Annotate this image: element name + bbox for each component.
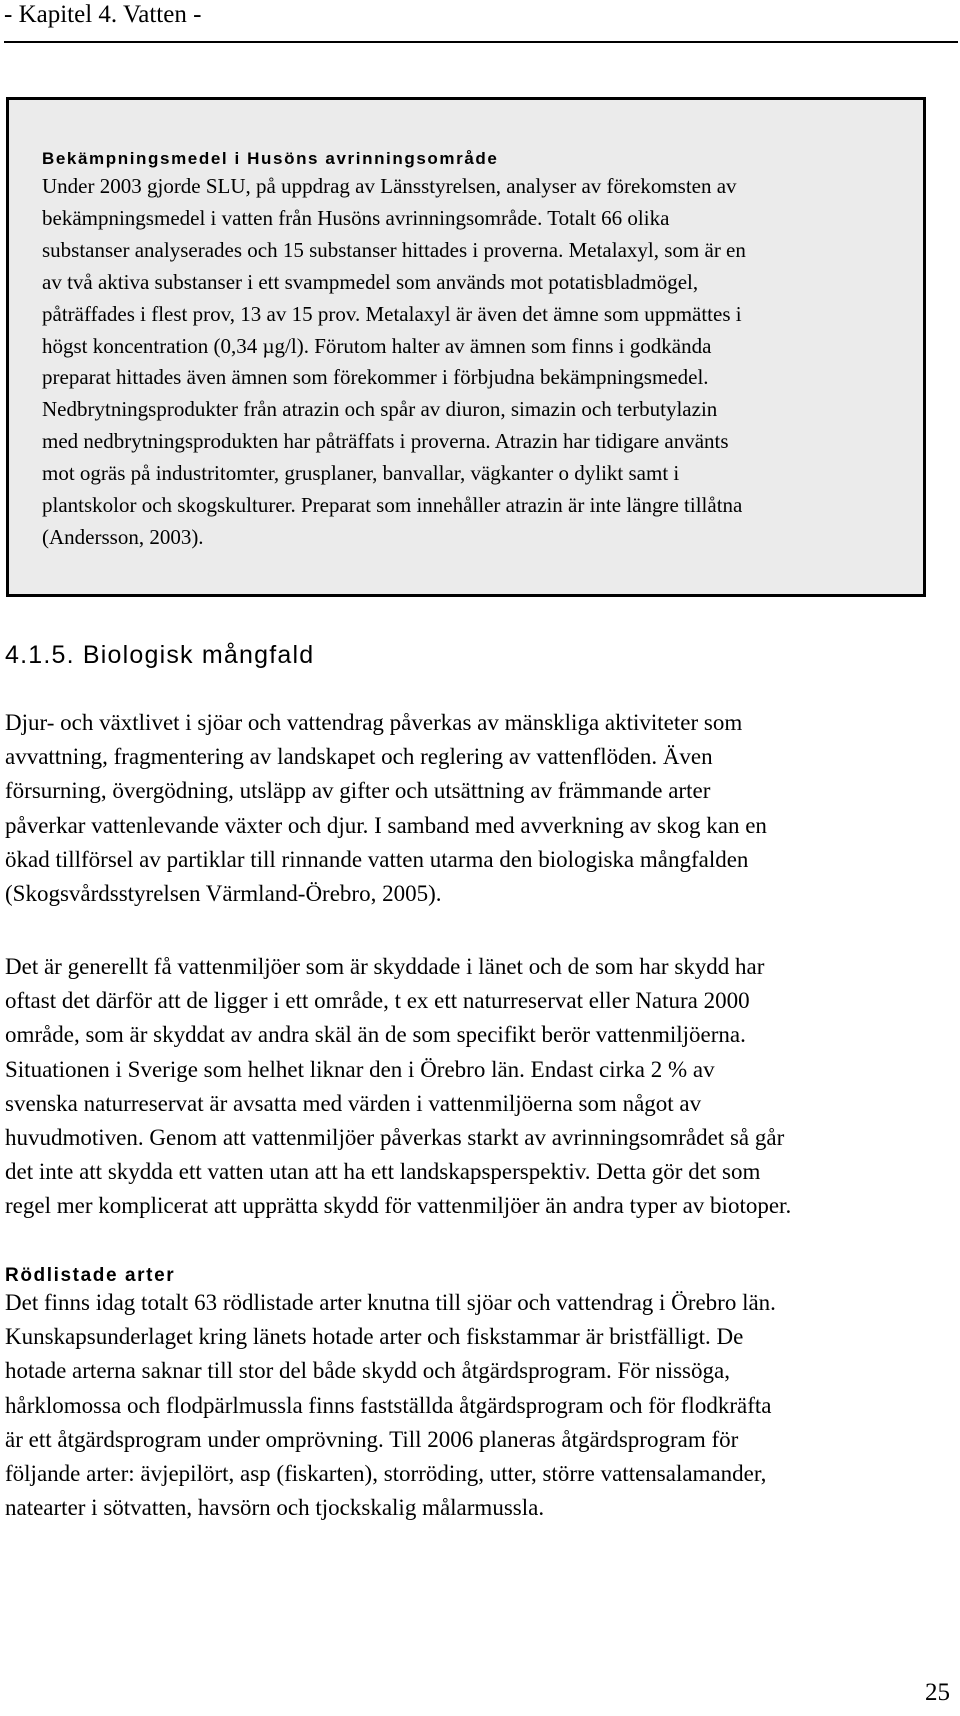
text-line: ökad tillförsel av partiklar till rinnande vatten utarma den biologiska mångfalden bbox=[5, 846, 749, 872]
text-line: påverkar vattenlevande växter och djur. I samband med avverkning av skog kan en bbox=[5, 812, 767, 838]
text-line: (Andersson, 2003). bbox=[42, 524, 204, 549]
text-line: Under 2003 gjorde SLU, på uppdrag av Länsstyrelsen, analyser av förekomsten av bbox=[42, 174, 737, 198]
info-box bbox=[6, 97, 926, 597]
section-heading: 4.1.5. Biologisk mångfald bbox=[5, 641, 315, 669]
redlist-heading: Rödlistade arter bbox=[5, 1265, 176, 1286]
text-line: huvudmotiven. Genom att vattenmiljöer påverkas starkt av avrinningsområdet så går bbox=[5, 1125, 785, 1151]
text-line: Nedbrytningsprodukter från atrazin och spår av diuron, simazin och terbutylazin bbox=[42, 397, 718, 422]
text-line: försurning, övergödning, utsläpp av gifter och utsättning av främmande arter bbox=[5, 778, 711, 804]
text-line: Det är generellt få vattenmiljöer som är skyddade i länet och de som har skydd har bbox=[5, 954, 765, 979]
text-line: Det finns idag totalt 63 rödlistade arter knutna till sjöar och vattendrag i Örebro län. bbox=[5, 1290, 776, 1315]
chapter-title: - Kapitel 4. Vatten - bbox=[4, 1, 202, 28]
text-line: avvattning, fragmentering av landskapet och reglering av vattenflöden. Även bbox=[5, 744, 713, 770]
text-line: oftast det därför att de ligger i ett område, t ex ett naturreservat eller Natura 2000 bbox=[5, 988, 750, 1014]
text-line: regel mer komplicerat att upprätta skydd för vattenmiljöer än andra typer av biotoper. bbox=[5, 1193, 792, 1219]
text-line: hårklomossa och flodpärlmussla finns fastställda åtgärdsprogram och för flodkräfta bbox=[5, 1392, 772, 1418]
text-line: av två aktiva substanser i ett svampmedel som används mot potatisbladmögel, bbox=[42, 269, 699, 294]
text-line: hotade arterna saknar till stor del både skydd och åtgärdsprogram. För nissöga, bbox=[5, 1358, 730, 1384]
paragraph-redlist bbox=[5, 1286, 953, 1525]
box-body bbox=[42, 171, 902, 554]
text-line: högst koncentration (0,34 µg/l). Förutom halter av ämnen som finns i godkända bbox=[42, 333, 712, 358]
paragraph-biodiversity bbox=[5, 706, 953, 911]
page-number: 25 bbox=[925, 1679, 950, 1706]
text-line: natearter i sötvatten, havsörn och tjockskalig målarmussla. bbox=[5, 1495, 545, 1521]
text-line: bekämpningsmedel i vatten från Husöns avrinningsområde. Totalt 66 olika bbox=[42, 205, 670, 230]
text-line: följande arter: ävjepilört, asp (fiskarten), storröding, utter, större vattensalamander, bbox=[5, 1461, 767, 1487]
text-line: område, som är skyddat av andra skäl än de som specifikt berör vattenmiljöerna. bbox=[5, 1022, 746, 1048]
text-line: (Skogsvårdsstyrelsen Värmland-Örebro, 2005). bbox=[5, 881, 442, 907]
text-line: mot ogräs på industritomter, grusplaner, banvallar, vägkanter o dylikt samt i bbox=[42, 461, 680, 486]
text-line: med nedbrytningsprodukten har påträffats i proverna. Atrazin har tidigare använts bbox=[42, 429, 729, 454]
text-line: Djur- och växtlivet i sjöar och vattendrag påverkas av mänskliga aktiviteter som bbox=[5, 710, 743, 735]
text-line: svenska naturreservat är avsatta med värden i vattenmiljöerna som något av bbox=[5, 1090, 702, 1116]
text-line: preparat hittades även ämnen som förekommer i förbjudna bekämpningsmedel. bbox=[42, 365, 709, 390]
box-heading: Bekämpningsmedel i Husöns avrinningsområde bbox=[42, 149, 499, 168]
text-line: Kunskapsunderlaget kring länets hotade arter och fiskstammar är bristfälligt. De bbox=[5, 1324, 744, 1350]
text-line: det inte att skydda ett vatten utan att ha ett landskapsperspektiv. Detta gör det som bbox=[5, 1159, 761, 1185]
text-line: substanser analyserades och 15 substanser hittades i proverna. Metalaxyl, som är en bbox=[42, 237, 746, 262]
text-line: Situationen i Sverige som helhet liknar den i Örebro län. Endast cirka 2 % av bbox=[5, 1056, 715, 1082]
text-line: är ett åtgärdsprogram under omprövning. Till 2006 planeras åtgärdsprogram för bbox=[5, 1426, 739, 1452]
paragraph-protection bbox=[5, 950, 953, 1224]
text-line: plantskolor och skogskulturer. Preparat som innehåller atrazin är inte längre tillåtna bbox=[42, 493, 743, 518]
text-line: påträffades i flest prov, 13 av 15 prov. Metalaxyl är även det ämne som uppmättes i bbox=[42, 301, 742, 326]
page-header bbox=[4, 0, 958, 43]
